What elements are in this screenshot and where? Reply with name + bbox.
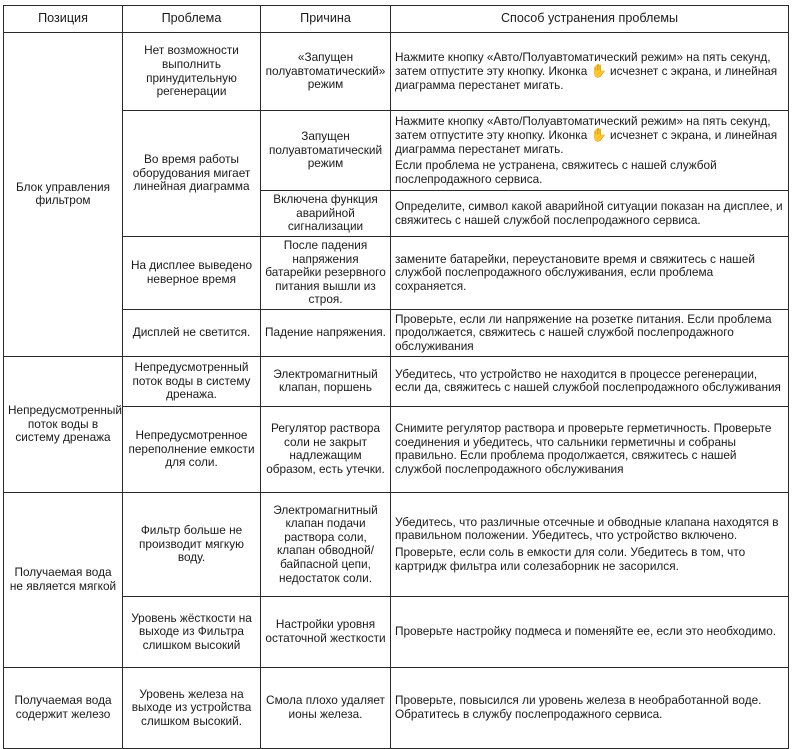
solution-text: исчезнет с экрана, и линейная диаграмма перестанет мигать.	[395, 128, 778, 156]
solution-cell	[391, 111, 789, 191]
problem-cell: Уровень жёсткости на выходе из Фильтра слишком высокий	[123, 596, 261, 667]
cause-cell: Регулятор раствора соли не закрыт надлежащим образом, есть утечки.	[261, 406, 391, 492]
problem-cell: Непредусмотренное переполнение емкости для соли.	[123, 406, 261, 492]
header-problem: Проблема	[123, 6, 261, 33]
problem-cell: На дисплее выведено неверное время	[123, 237, 261, 310]
cause-cell: Падение напряжения.	[261, 309, 391, 356]
cause-cell: Электромагнитный клапан подачи раствора соли, клапан обводной/байпасной цепи, недостаток соли.	[261, 492, 391, 596]
position-cell: Блок управления фильтром	[4, 33, 123, 357]
table-row	[4, 492, 789, 596]
solution-note: Если проблема не устранена, свяжитесь с нашей службой послепродажного сервиса.	[395, 158, 717, 186]
solution-cell: Проверьте, повысился ли уровень железа в необработанной воде. Обратитесь в службу послепродажного сервиса.	[391, 667, 789, 748]
solution-text: Проверьте, если соль в емкости для соли. Убедитесь в том, что картридж фильтра или солезаборник не засорился.	[395, 544, 746, 573]
cause-cell: Включена функция аварийной сигнализации	[261, 191, 391, 237]
problem-cell: Во время работы оборудования мигает линейная диаграмма	[123, 111, 261, 237]
solution-cell: замените батарейки, переустановите время и свяжитесь с нашей службой послепродажного обслуживания, если проблема сохраняется.	[391, 237, 789, 310]
problem-cell: Дисплей не светится.	[123, 309, 261, 356]
hand-icon: ✋	[590, 127, 607, 143]
header-position: Позиция	[4, 6, 123, 33]
cause-cell: После падения напряжения батарейки резервного питания вышли из строя.	[261, 237, 391, 310]
position-cell: Получаемая вода содержит железо	[4, 667, 123, 748]
solution-cell	[391, 492, 789, 596]
table-row	[4, 33, 789, 111]
solution-cell: Определите, символ какой аварийной ситуации показан на дисплее, и свяжитесь с нашей службой послепродажного сервиса.	[391, 191, 789, 237]
problem-cell: Уровень железа на выходе из устройства слишком высокий.	[123, 667, 261, 748]
problem-cell: Фильтр больше не производит мягкую воду.	[123, 492, 261, 596]
cause-cell: Смола плохо удаляет ионы железа.	[261, 667, 391, 748]
table-row	[4, 356, 789, 406]
cause-cell: «Запущен полуавтоматический» режим	[261, 33, 391, 111]
solution-text: исчезнет с экрана, и линейная диаграмма перестанет мигать.	[395, 64, 778, 92]
solution-text: Нажмите кнопку «Авто/Полуавтоматический режим» на пять секунд, затем отпустите эту кнопку. Иконка	[395, 113, 771, 143]
table-row	[4, 667, 789, 748]
solution-cell	[391, 33, 789, 111]
solution-text: Убедитесь, что различные отсечные и обводные клапана находятся в правильном положении. Убедитесь, что устройство включено.	[395, 514, 779, 543]
cause-cell: Запущен полуавтоматический режим	[261, 111, 391, 191]
solution-cell: Проверьте настройку подмеса и поменяйте ее, если это необходимо.	[391, 596, 789, 667]
solution-cell: Проверьте, если ли напряжение на розетке питания. Если проблема продолжается, свяжитесь с нашей службой послепродажного обслуживания	[391, 309, 789, 356]
hand-icon: ✋	[590, 63, 607, 79]
cause-cell: Настройки уровня остаточной жесткости	[261, 596, 391, 667]
position-cell: Непредусмотренный поток воды в систему дренажа	[4, 356, 123, 492]
solution-text: Нажмите кнопку «Авто/Полуавтоматический режим» на пять секунд, затем отпустите эту кнопку. Иконка	[395, 49, 771, 79]
header-row	[4, 6, 789, 33]
problem-cell: Нет возможности выполнить принудительную регенерации	[123, 33, 261, 111]
position-cell: Получаемая вода не является мягкой	[4, 492, 123, 667]
cause-cell: Электромагнитный клапан, поршень	[261, 356, 391, 406]
troubleshooting-table	[3, 5, 789, 749]
header-solution: Способ устранения проблемы	[391, 6, 789, 33]
solution-cell: Убедитесь, что устройство не находится в процессе регенерации, если да, свяжитесь с нашей службой послепродажного обслуживания	[391, 356, 789, 406]
solution-cell: Снимите регулятор раствора и проверьте герметичность. Проверьте соединения и убедитесь, что сальники герметичны и собраны правильно. Если проблема продолжается, свяжитесь с нашей службой послепродажного обслуживания	[391, 406, 789, 492]
header-cause: Причина	[261, 6, 391, 33]
problem-cell: Непредусмотренный поток воды в систему дренажа.	[123, 356, 261, 406]
